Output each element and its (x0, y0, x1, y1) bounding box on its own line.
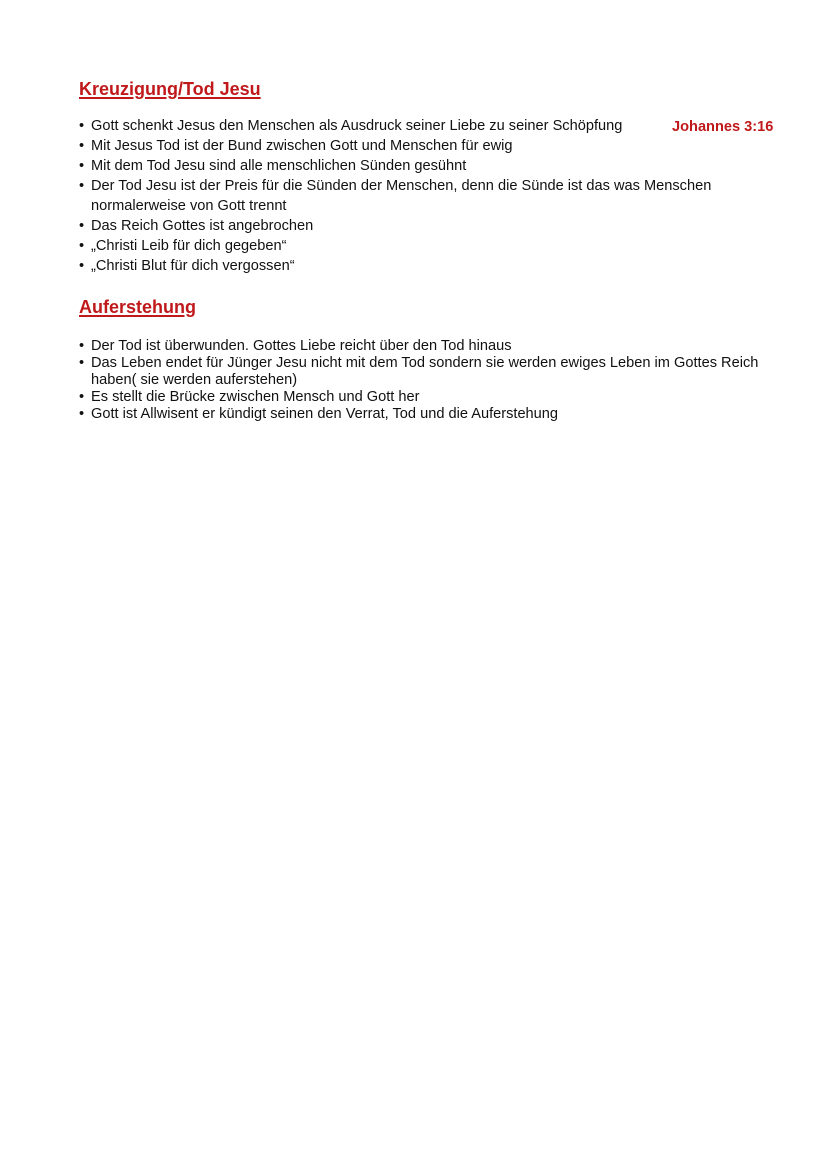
bible-reference: Johannes 3:16 (672, 119, 774, 135)
list-item: • Das Leben endet für Jünger Jesu nicht mit dem Tod sondern sie werden ewiges Leben im Gottes Reich haben( sie werden auferstehen) (79, 355, 769, 389)
list-item: • Der Tod Jesu ist der Preis für die Sünden der Menschen, denn die Sünde ist das was Menschen normalerweise von Gott trennt (79, 176, 759, 216)
bullet-list-auferstehung (79, 338, 769, 423)
list-item: • Das Reich Gottes ist angebrochen (79, 216, 759, 236)
list-item: • „Christi Blut für dich vergossen“ (79, 256, 759, 276)
list-item: • Mit Jesus Tod ist der Bund zwischen Gott und Menschen für ewig (79, 136, 759, 156)
section-heading-kreuzigung: Kreuzigung/Tod Jesu (79, 79, 261, 99)
list-item: • „Christi Leib für dich gegeben“ (79, 236, 759, 256)
list-item: • Mit dem Tod Jesu sind alle menschlichen Sünden gesühnt (79, 156, 759, 176)
list-item: • Gott schenkt Jesus den Menschen als Ausdruck seiner Liebe zu seiner Schöpfung (79, 116, 759, 136)
list-item: • Es stellt die Brücke zwischen Mensch und Gott her (79, 389, 769, 406)
list-item: • Der Tod ist überwunden. Gottes Liebe reicht über den Tod hinaus (79, 338, 769, 355)
list-item: • Gott ist Allwisent er kündigt seinen den Verrat, Tod und die Auferstehung (79, 406, 769, 423)
bullet-list-kreuzigung (79, 116, 759, 276)
section-heading-auferstehung: Auferstehung (79, 297, 196, 317)
